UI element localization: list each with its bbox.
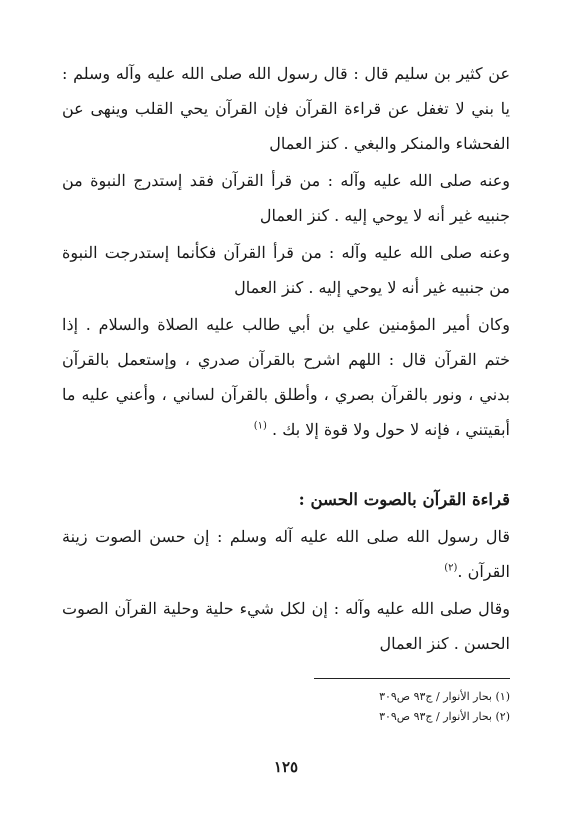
footnotes <box>62 678 510 727</box>
section-heading: قراءة القرآن بالصوت الحسن : <box>298 490 510 509</box>
footnote-separator <box>314 678 510 679</box>
footnote-1: (١) بحار الأنوار / ج٩٣ ص٣٠٩ <box>379 690 510 703</box>
paragraph-imam-ali-supplication <box>62 307 510 447</box>
page-number: ١٢٥ <box>273 758 299 776</box>
paragraph-hadith-beautiful-voice <box>62 519 510 589</box>
footnote-reference-2: (٢) <box>444 562 458 574</box>
paragraph-hadith-prophethood-1: وعنه صلى الله عليه وآله : من قرأ القرآن فقد إستدرج النبوة من جنبيه غير أنه لا يوحي إليه . كنز العمال <box>62 171 510 225</box>
book-page <box>62 56 510 826</box>
paragraph-hadith-adornment: وقال صلى الله عليه وآله : إن لكل شيء حلية وحلية القرآن الصوت الحسن . كنز العمال <box>62 599 510 653</box>
footnote-2: (٢) بحار الأنوار / ج٩٣ ص٣٠٩ <box>379 710 510 723</box>
paragraph-hadith-prophethood-2: وعنه صلى الله عليه وآله : من قرأ القرآن فكأنما إستدرجت النبوة من جنبيه غير أنه لا يوحي إليه . كنز العمال <box>62 243 510 297</box>
paragraph-text: قال رسول الله صلى الله عليه آله وسلم : إن حسن الصوت زينة القرآن . <box>62 527 510 581</box>
footnote-reference-1: (١) <box>253 420 267 432</box>
paragraph-text: وكان أمير المؤمنين علي بن أبي طالب عليه الصلاة والسلام . إذا ختم القرآن قال : اللهم اشرح بالقرآن صدري ، وإستعمل بالقرآن بدني ، ونور بالقرآن بصري ، وأطلق بالقرآن لساني ، وأعني عليه ما أبقيتني ، فإنه لا حول ولا قوة إلا بك . <box>62 315 510 439</box>
paragraph-hadith-heedlessness: عن كثير بن سليم قال : قال رسول الله صلى الله عليه وآله وسلم : يا بني لا تغفل عن قراءة القرآن فإن القرآن يحي القلب وينهى عن الفحشاء والمنكر والبغي . كنز العمال <box>62 64 510 153</box>
